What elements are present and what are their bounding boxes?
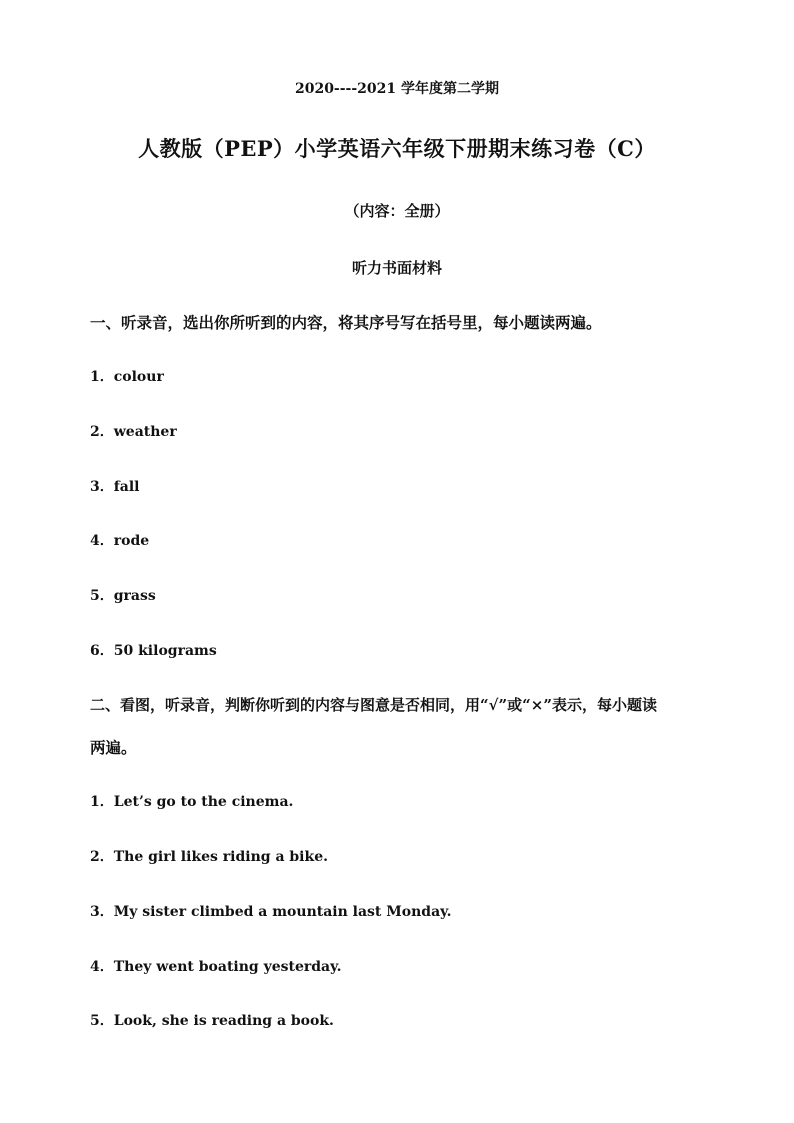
list-item — [90, 1010, 334, 1030]
list-item — [90, 791, 293, 811]
item-text: weather — [113, 424, 177, 440]
page-title: 人教版（PEP）小学英语六年级下册期末练习卷（C） — [138, 136, 656, 161]
term-line: 2020----2021 学年度第二学期 — [294, 81, 500, 97]
item-number: 4． — [90, 959, 114, 975]
item-number: 6． — [90, 643, 114, 659]
item-number: 4． — [90, 533, 114, 549]
list-item — [90, 585, 156, 605]
item-text: rode — [113, 533, 150, 549]
item-number: 2． — [90, 849, 114, 865]
item-text: fall — [113, 479, 140, 495]
item-number: 3． — [90, 479, 114, 495]
item-number: 3． — [90, 904, 114, 920]
section2-heading-continued: 两遍。 — [90, 738, 137, 757]
item-text: They went boating yesterday. — [113, 959, 342, 975]
section2-heading: 二、看图，听录音，判断你听到的内容与图意是否相同，用“√”或“×”表示，每小题读 — [90, 696, 657, 714]
material-heading: 听力书面材料 — [351, 259, 442, 277]
item-number: 5． — [90, 1013, 114, 1029]
content-note: （内容：全册） — [344, 202, 450, 220]
list-item — [90, 421, 177, 441]
item-text: grass — [113, 588, 156, 604]
item-number: 1． — [90, 369, 114, 385]
list-item — [90, 640, 217, 660]
item-text: Let’s go to the cinema. — [113, 794, 294, 810]
list-item — [90, 901, 452, 921]
item-text: My sister climbed a mountain last Monday. — [113, 904, 452, 920]
item-text: colour — [113, 369, 164, 385]
item-number: 1． — [90, 794, 114, 810]
list-item — [90, 846, 328, 866]
section1-heading: 一、听录音，选出你所听到的内容，将其序号写在括号里，每小题读两遍。 — [90, 313, 602, 332]
item-number: 2． — [90, 424, 114, 440]
item-text: Look, she is reading a book. — [113, 1013, 334, 1029]
list-item — [90, 366, 164, 386]
list-item — [90, 476, 139, 496]
list-item — [90, 956, 342, 976]
item-number: 5． — [90, 588, 114, 604]
item-text: 50 kilograms — [113, 643, 217, 659]
item-text: The girl likes riding a bike. — [113, 849, 328, 865]
list-item — [90, 530, 149, 550]
